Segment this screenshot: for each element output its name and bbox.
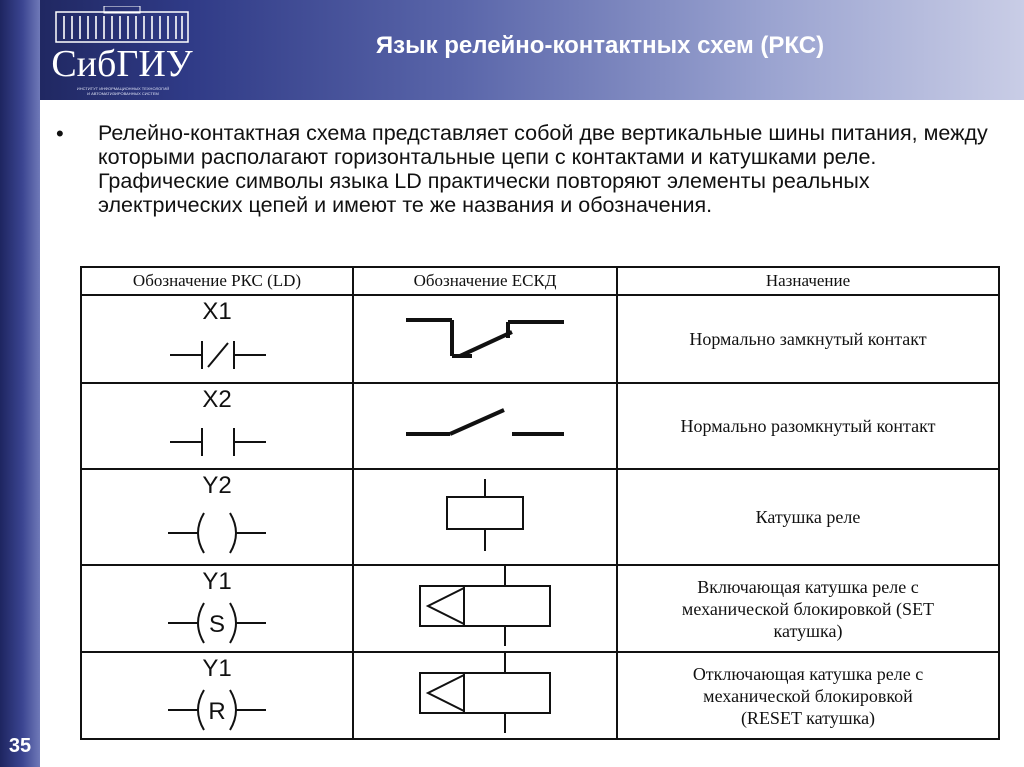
coil-letter: R (208, 697, 226, 725)
logo-caption: ИНСТИТУТ ИНФОРМАЦИОННЫХ ТЕХНОЛОГИЙ И АВТОМАТИЗИРОВАННЫХ СИСТЕМ (76, 86, 170, 96)
slide-number: 35 (8, 735, 32, 757)
description-line: Нормально замкнутый контакт (689, 329, 927, 349)
eskd-relay-coil-icon (435, 477, 535, 553)
symbol-table (80, 266, 1000, 740)
set-coil-icon (162, 597, 272, 647)
ld-cell (81, 383, 353, 469)
normally-closed-contact-icon (162, 333, 272, 373)
slide-title: Язык релейно-контактных схем (РКС) (375, 32, 825, 59)
table-row (81, 469, 999, 565)
normally-open-contact-icon (162, 420, 272, 460)
ld-label: Y2 (202, 472, 232, 499)
header-purpose: Назначение (617, 267, 999, 295)
eskd-cell (353, 295, 617, 383)
building-icon (54, 6, 190, 44)
description-cell (617, 565, 999, 652)
eskd-cell (353, 469, 617, 565)
eskd-latching-coil-icon (410, 566, 560, 646)
ld-cell (81, 469, 353, 565)
description-cell (617, 383, 999, 469)
table-row (81, 295, 999, 383)
table-row (81, 565, 999, 652)
description-line: Включающая катушка реле с (697, 576, 919, 597)
eskd-cell (353, 383, 617, 469)
eskd-normally-open-icon (400, 404, 570, 444)
description-line: Отключающая катушка реле с (692, 663, 924, 684)
ld-cell (81, 295, 353, 383)
description-line: механической блокировкой (SET (681, 598, 935, 619)
reset-coil-icon (162, 684, 272, 734)
ld-label: Y1 (202, 655, 232, 682)
header-ld: Обозначение РКС (LD) (81, 267, 353, 295)
description-line: (RESET катушка) (740, 707, 876, 728)
table-header-row (81, 267, 999, 295)
coil-letter: S (208, 610, 226, 638)
eskd-latching-coil-icon (410, 653, 560, 733)
bullet-mark: • (56, 121, 64, 146)
description-line: Катушка реле (755, 507, 861, 527)
table-row (81, 652, 999, 739)
header-eskd: Обозначение ЕСКД (353, 267, 617, 295)
ld-cell (81, 565, 353, 652)
left-band (0, 0, 40, 767)
ld-label: X1 (202, 298, 232, 325)
ld-cell (81, 652, 353, 739)
description-line: механической блокировкой (703, 685, 913, 706)
description-cell (617, 652, 999, 739)
eskd-cell (353, 652, 617, 739)
description-cell (617, 469, 999, 565)
coil-icon (162, 507, 272, 557)
table-row (81, 383, 999, 469)
university-logo (44, 6, 200, 98)
ld-label: Y1 (202, 568, 232, 595)
description-line: катушка) (773, 620, 843, 641)
ld-label: X2 (202, 386, 232, 413)
logo-text: СибГИУ (51, 43, 193, 85)
eskd-cell (353, 565, 617, 652)
description-line: Нормально разомкнутый контакт (680, 416, 936, 436)
eskd-normally-closed-icon (400, 312, 570, 362)
bullet-text: Релейно-контактная схема представляет собой две вертикальные шины питания, между которыми располагают горизонтальные цепи с контактами и катушками реле. Графические символы языка LD практически повторяют элементы реальных электрических цепей и имеют те же названия и обозначения. (98, 121, 988, 217)
description-cell (617, 295, 999, 383)
